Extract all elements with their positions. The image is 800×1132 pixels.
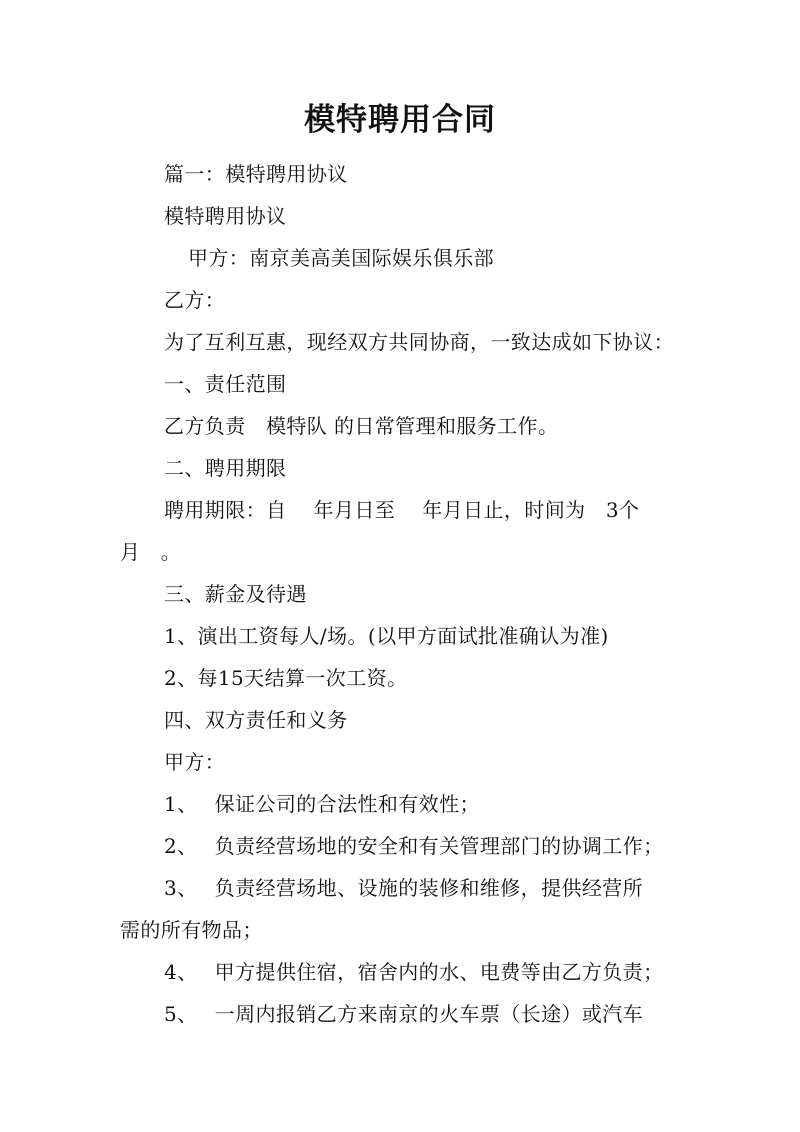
section-heading: 二、聘用期限	[164, 456, 287, 480]
text-line: 篇一：模特聘用协议	[164, 162, 348, 186]
list-item: 2、 负责经营场地的安全和有关管理部门的协调工作；	[164, 834, 664, 858]
list-item: 3、 负责经营场地、设施的装修和维修，提供经营所	[164, 876, 644, 900]
text-line: 1、演出工资每人/场。(以甲方面试批准确认为准)	[164, 624, 609, 648]
section-heading: 三、薪金及待遇	[164, 582, 307, 606]
document-title: 模特聘用合同	[304, 102, 496, 138]
section-heading: 四、双方责任和义务	[164, 708, 348, 732]
text-line: 月 。	[120, 540, 182, 564]
section-heading: 一、责任范围	[164, 372, 287, 396]
text-line: 为了互利互惠，现经双方共同协商，一致达成如下协议：	[164, 330, 674, 354]
text-line: 甲方：	[164, 750, 226, 774]
text-line: 甲方：南京美高美国际娱乐俱乐部	[188, 246, 494, 270]
list-item-continuation: 需的所有物品；	[120, 918, 263, 942]
list-item: 5、 一周内报销乙方来南京的火车票（长途）或汽车	[164, 1002, 644, 1026]
text-line: 2、每15天结算一次工资。	[164, 666, 408, 690]
list-item: 1、 保证公司的合法性和有效性；	[164, 792, 480, 816]
text-line: 聘用期限：自 年月日至 年月日止，时间为 3个	[164, 498, 640, 522]
text-line: 乙方负责 模特队 的日常管理和服务工作。	[164, 414, 559, 438]
list-item: 4、 甲方提供住宿，宿舍内的水、电费等由乙方负责；	[164, 960, 664, 984]
text-line: 模特聘用协议	[164, 204, 287, 228]
text-line: 乙方：	[164, 288, 226, 312]
